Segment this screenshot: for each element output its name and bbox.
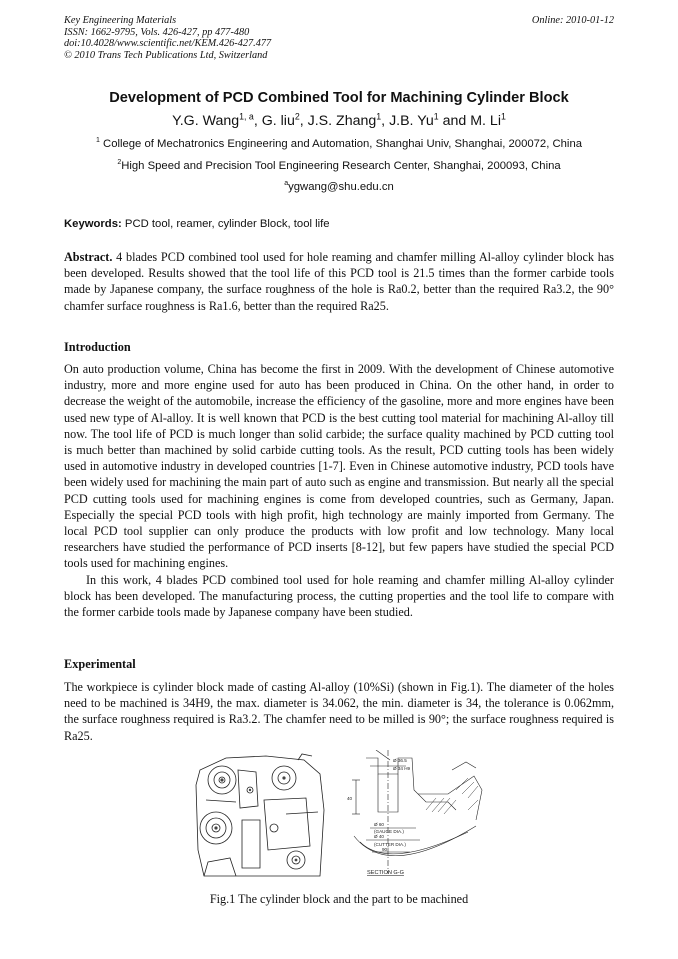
label-section: SECTION G-G <box>367 870 404 876</box>
affiliation-sup: 1 <box>95 137 100 145</box>
author-name: J.S. Zhang <box>307 113 377 129</box>
affiliation-text: College of Mechatronics Engineering and Automation, Shanghai Univ, Shanghai, 200072, China <box>99 138 583 150</box>
section-drawing <box>352 750 482 874</box>
affiliation-sup: a <box>284 180 289 188</box>
keywords-text: PCD tool, reamer, cylinder Block, tool life <box>121 218 330 230</box>
cylinder-block-figure <box>186 750 486 884</box>
introduction-heading: Introduction <box>64 340 131 354</box>
author-name: Y.G. Wang <box>172 113 240 129</box>
author-sup: 1 <box>376 111 382 122</box>
author-sup: 1, a <box>239 111 254 122</box>
label-diameter-outer: Ø 36.5 <box>393 758 407 763</box>
author-sup: 1 <box>500 111 506 122</box>
author-sup: 1 <box>433 111 439 122</box>
author-name: G. liu <box>261 113 295 129</box>
affiliation-2 <box>0 160 678 172</box>
cylinder-block-drawing <box>196 754 324 876</box>
email-text: ygwang@shu.edu.cn <box>288 181 394 193</box>
affiliation-1 <box>0 138 678 150</box>
author-sep: and <box>438 113 471 129</box>
abstract-text: 4 blades PCD combined tool used for hole reaming and chamfer milling Al-alloy cylinder block has been developed. Results showed that the tool life of this PCD tool is 21.5 times than the former carbide tools made by Japanese company, the surface roughness of the hole is Ra0.2, better than the required Ra3.2, the 90° chamfer surface roughness is Ra1.6, better than the required Ra25. <box>64 250 614 313</box>
author-sep: , <box>253 113 262 129</box>
author-sup: 2 <box>294 111 300 122</box>
author-name: J.B. Yu <box>389 113 434 129</box>
author-name: M. Li <box>470 113 501 129</box>
author-list <box>0 113 678 129</box>
experimental-heading: Experimental <box>64 657 136 671</box>
introduction-paragraph-2: In this work, 4 blades PCD combined tool used for hole reaming and chamfer milling Al-alloy cylinder block has been developed. The manufacturing process, the cutting properties and the tool life to compare with the former carbide tools made by Japanese company have been studied. <box>64 572 614 620</box>
affiliation-sup: 2 <box>117 159 122 167</box>
label-cutter-dia: (CUTTER DIA.) <box>374 842 406 847</box>
header-metadata <box>64 15 271 61</box>
issn-line: ISSN: 1662-9795, Vols. 426-427, pp 477-480 <box>64 26 250 38</box>
label-gauge-dia: (GAUGE DIA.) <box>374 829 404 834</box>
author-sep: , <box>381 113 390 129</box>
author-email <box>0 181 678 193</box>
keywords-label: Keywords: <box>64 218 122 230</box>
online-date: Online: 2010-01-12 <box>531 15 614 26</box>
introduction-body <box>64 361 614 620</box>
keywords <box>64 218 330 230</box>
experimental-paragraph-1: The workpiece is cylinder block made of casting Al-alloy (10%Si) (shown in Fig.1). The diameter of the holes need to be machined is 34H9, the max. diameter is 34.062, the min. diameter is 34, the tolerance is 0.062mm, the surface roughness required is Ra3.2. The chamfer need to be milled is 90°; the surface roughness required is Ra25. <box>64 680 614 743</box>
affiliation-text: High Speed and Precision Tool Engineering Research Center, Shanghai, 200093, China <box>121 160 561 172</box>
copyright-line: © 2010 Trans Tech Publications Ltd, Switzerland <box>64 49 268 61</box>
figure-caption: Fig.1 The cylinder block and the part to be machined <box>209 892 469 906</box>
author-sep: , <box>299 113 308 129</box>
section-hatching <box>426 778 478 814</box>
introduction-paragraph-1: On auto production volume, China has become the first in 2009. With the development of Chinese automotive industry, more and more engine used for auto has been produced in China. On the other hand, in order to decrease the weight of the automobile, increase the efficiency of the gasoline, more and more engines have been used new type of Al-alloy. It is well known that PCD is the best cutting tool material for machining Al-alloy till now. The tool life of PCD is much longer than solid carbide; the surface quality machined by PCD cutting tool is much better than machined by solid carbide cutting tools. As the result, PCD cutting tools has been widely used in automotive industry in developed countries [1-7]. Even in Chinese automotive industry, PCD tools have been widely used for machining the main part of auto such as engine and transmission. But nearly all the special PCD cutting tools used for machining engines is come from developed countries, such as Germany, Japan. Especially the special PCD tools with high profit, high technology are mainly imported from Germany. The local PCD tool supplier can only produce the products with low profit and low technology. Many local researchers have studied the performance of PCD inserts [8-12], but few papers have studied the special PCD tools used for machining engines. <box>64 362 614 571</box>
abstract <box>64 249 614 314</box>
label-dimension: 40 <box>347 796 353 801</box>
journal-name: Key Engineering Materials <box>64 15 177 26</box>
label-angle: 90° <box>382 847 389 852</box>
abstract-label: Abstract. <box>64 250 113 264</box>
doi-line: doi:10.4028/www.scientific.net/KEM.426-427.477 <box>64 38 272 50</box>
label-diameter-hole: Ø 34 H9 <box>393 766 411 771</box>
label-diameter-60: Ø 60 <box>374 822 384 827</box>
experimental-body <box>64 679 614 744</box>
label-diameter-40: Ø 40 <box>374 834 384 839</box>
paper-title: Development of PCD Combined Tool for Machining Cylinder Block <box>109 90 569 106</box>
